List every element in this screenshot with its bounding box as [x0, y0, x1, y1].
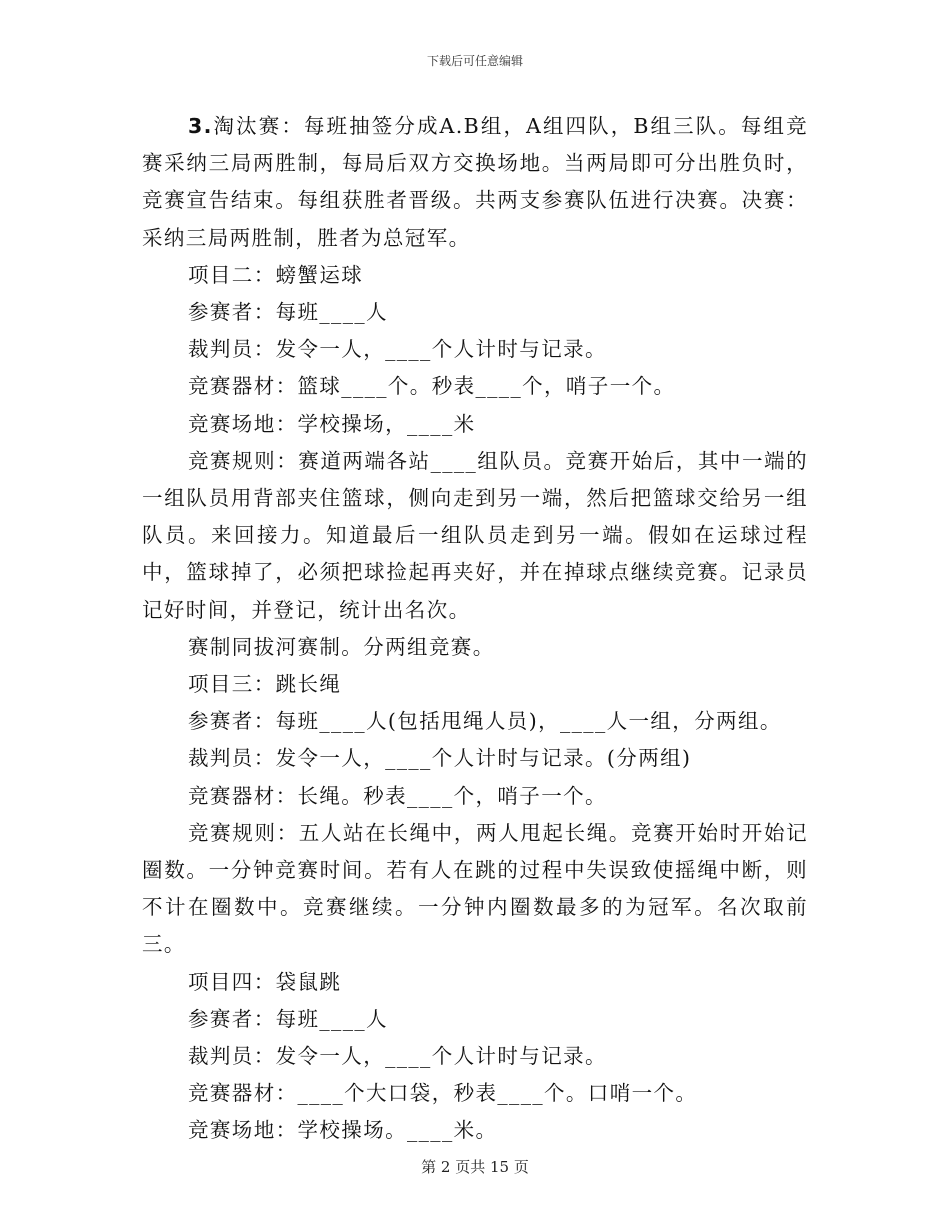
- item3-referees: 裁判员：发令一人，____个人计时与记录。(分两组): [188, 746, 692, 771]
- item3-title: 项目三：跳长绳: [188, 672, 342, 697]
- item2-venue: 竞赛场地：学校操场，____米: [188, 411, 476, 436]
- page-header: 下载后可任意编辑: [426, 54, 523, 68]
- paragraph-knockout-text: 淘汰赛：每班抽签分成A.B组，A组四队，B组三队。每组竞赛采纳三局两胜制，每局后双方交换场地。当两局即可分出胜负时，竞赛宣告结束。每组获胜者晋级。共两支参赛队伍进行决赛。决赛：采纳三局两胜制，胜者为总冠军。: [142, 114, 808, 250]
- paragraph-knockout: [142, 108, 808, 257]
- item4-equipment: 竞赛器材：____个大口袋，秒表____个。口哨一个。: [188, 1081, 698, 1106]
- item2-format: 赛制同拔河赛制。分两组竞赛。: [188, 634, 495, 659]
- page-footer: 第 2 页共 15 页: [421, 1158, 529, 1176]
- item3-participants: 参赛者：每班____人(包括甩绳人员)，____人一组，分两组。: [188, 709, 782, 734]
- item4-participants: 参赛者：每班____人: [188, 1006, 388, 1031]
- document-body: [142, 108, 808, 1150]
- item2-equipment: 竞赛器材：篮球____个。秒表____个，哨子一个。: [188, 374, 676, 399]
- item3-equipment: 竞赛器材：长绳。秒表____个，哨子一个。: [188, 783, 607, 808]
- paragraph-number: 3.: [188, 114, 213, 138]
- item4-title: 项目四：袋鼠跳: [188, 969, 342, 994]
- item4-venue: 竞赛场地：学校操场。____米。: [188, 1118, 498, 1143]
- item2-title: 项目二：螃蟹运球: [188, 262, 364, 287]
- item2-rules: 竞赛规则：赛道两端各站____组队员。竞赛开始后，其中一端的一组队员用背部夹住篮球，侧向走到另一端，然后把篮球交给另一组队员。来回接力。知道最后一组队员走到另一端。假如在运球过程中，篮球掉了，必须把球捡起再夹好，并在掉球点继续竞赛。记录员记好时间，并登记，统计出名次。: [142, 448, 808, 622]
- item2-participants: 参赛者：每班____人: [188, 300, 388, 325]
- item3-rules: 竞赛规则：五人站在长绳中，两人甩起长绳。竞赛开始时开始记圈数。一分钟竞赛时间。若有人在跳的过程中失误致使摇绳中断，则不计在圈数中。竞赛继续。一分钟内圈数最多的为冠军。名次取前三。: [142, 820, 808, 957]
- item4-referees: 裁判员：发令一人，____个人计时与记录。: [188, 1044, 607, 1069]
- item2-referees: 裁判员：发令一人，____个人计时与记录。: [188, 337, 607, 362]
